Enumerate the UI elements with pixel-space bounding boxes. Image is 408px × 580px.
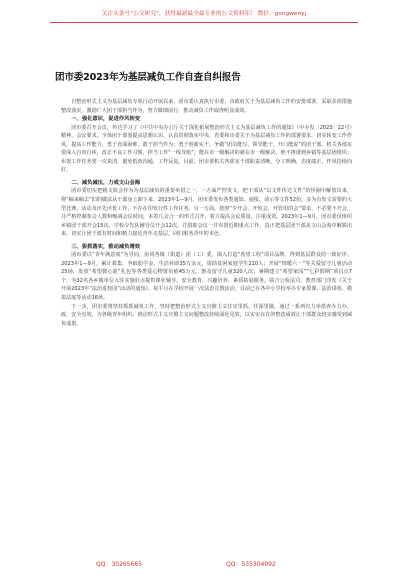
section-1-paragraph-1: 团市委召开会议，传达学习了《中共中央办公厅关于深化拓展整治形式主义为基层减负工作的通知》（中办发〔2023〕22号）精神。会议要求，全体团干部要提高思想认识，认真贯彻落实中央、省委和市委关于为基层减负工作的部署要求，切实转变工作作风，提高工作能力，勇于直面困难，敢于担当作为；勇于创新实干，争做“团员能写、领导能干、开口能说”的团干部。机关各部室要深入自查自纠，改正不良工作习惯，担当工作“一线导航”，能在市一级解决的就在市一级解决，绝不推诿到乡镇等基层团组织；布置工作任务要一次说清，避免低效沟通，工作反复。目前，团市委机关各部室干部职责清晰，分工明确，态度端正，作风持续向好。 [61, 124, 352, 174]
header-banner [50, 8, 358, 23]
section-1-heading: 一、强化意识，促进作风转变 [71, 116, 141, 123]
section-3-paragraph-1: 团市委以“青年满意度”为导向，协同各镇（街道）团（工）委，深入打造“希望工程”项目品牌，得到基层群众的一致好评。2023年1—9月，累计募集、争取助学金、生活补助35万余元，资助贫困家庭学生210人；开展“情暖六一”等关爱留守儿童活动25场，发放“希望微心愿”礼包等各类爱心物资价值45万元，惠及留守儿童320人次；暑期建立“希望家园”“七彩假期”项目点7个，为32名各乡镇单位入驻实施驻点提供课业辅导、安全教育、兴趣培养、素质拓展服务，联合公检法司、教育部门印发《关于开展2023年“法治进校园”活动的通知》，每半月在学校开展一次法治宣教活动，目前已在各中小学校举办专家授课、法治讲座、模拟法庭等活动16场。 [61, 252, 352, 302]
section-3-paragraph-2: 下一步，团市委将坚持抓抓减负工作，坚持把整治形式主义官僚主义往实里抓、往深里做，通过一系列有力举措查办力办、政、安全有效，为各级青年组织、推动形式主义官僚主义问题整改持续深化见效，以实实在在的整改成效让干部群众切实感受到减负成果。 [61, 303, 352, 327]
footer-qq-1: QQ：30265665 [96, 561, 142, 568]
section-3-heading: 三、狠抓落实，推动减负增效 [71, 243, 141, 250]
footer-contacts [96, 559, 316, 569]
intro-paragraph: 自整治形式主义为基层减负专项行动开展以来，团市委认真执行市委、市政府关于为基层减负工作的安排部署，采取多项措施整改落实，激励广大团干部担当作为，努力做细前行，推动减负工作取得明显成效。 [61, 99, 352, 114]
section-2-paragraph-1: 团市委切实把精文简会作为为基层减负的重要举措之一，一方面严控发文，把干部从“以文件传达文件”的怪圈中解放出来，将“稿来稿去”旧的做法从干部身上卸下来。2023年1—9月，团市委发布各类通知、通报、请示等文件52份，多为有发文需要的大型比赛、活动及评先评优工作，不存在印发行件工作任务。另一方面，按照“少开会、开短会，开管用的会”要求，不必要不开会，并严格控制参会人数和缩减会议时间，本着几会合一的形式召开，着力提高会议质量、注重成效。2023年1—9月，团市委仅组织乡镇团干部开会15次，学校少先队辅导员开会12次，并借助会议一并布置近期重点工作，真正把基层团干部从文山会海中解脱出来，切实让团干部有时间和精力接近青年走基层，回归服务青年的本色。 [61, 188, 352, 238]
header-banner-text: 关注头条号“公文研究”，获得最新最全最专业的公文资料库！ 微信：gongwenyj [101, 11, 307, 17]
footer-qq-2: QQ：535304092 [226, 561, 276, 568]
document-title: 团市委2023年为基层减负工作自查自纠报告 [55, 72, 241, 83]
section-2-heading: 二、减负减压，力戒文山会海 [71, 179, 141, 186]
document-body [61, 98, 352, 328]
